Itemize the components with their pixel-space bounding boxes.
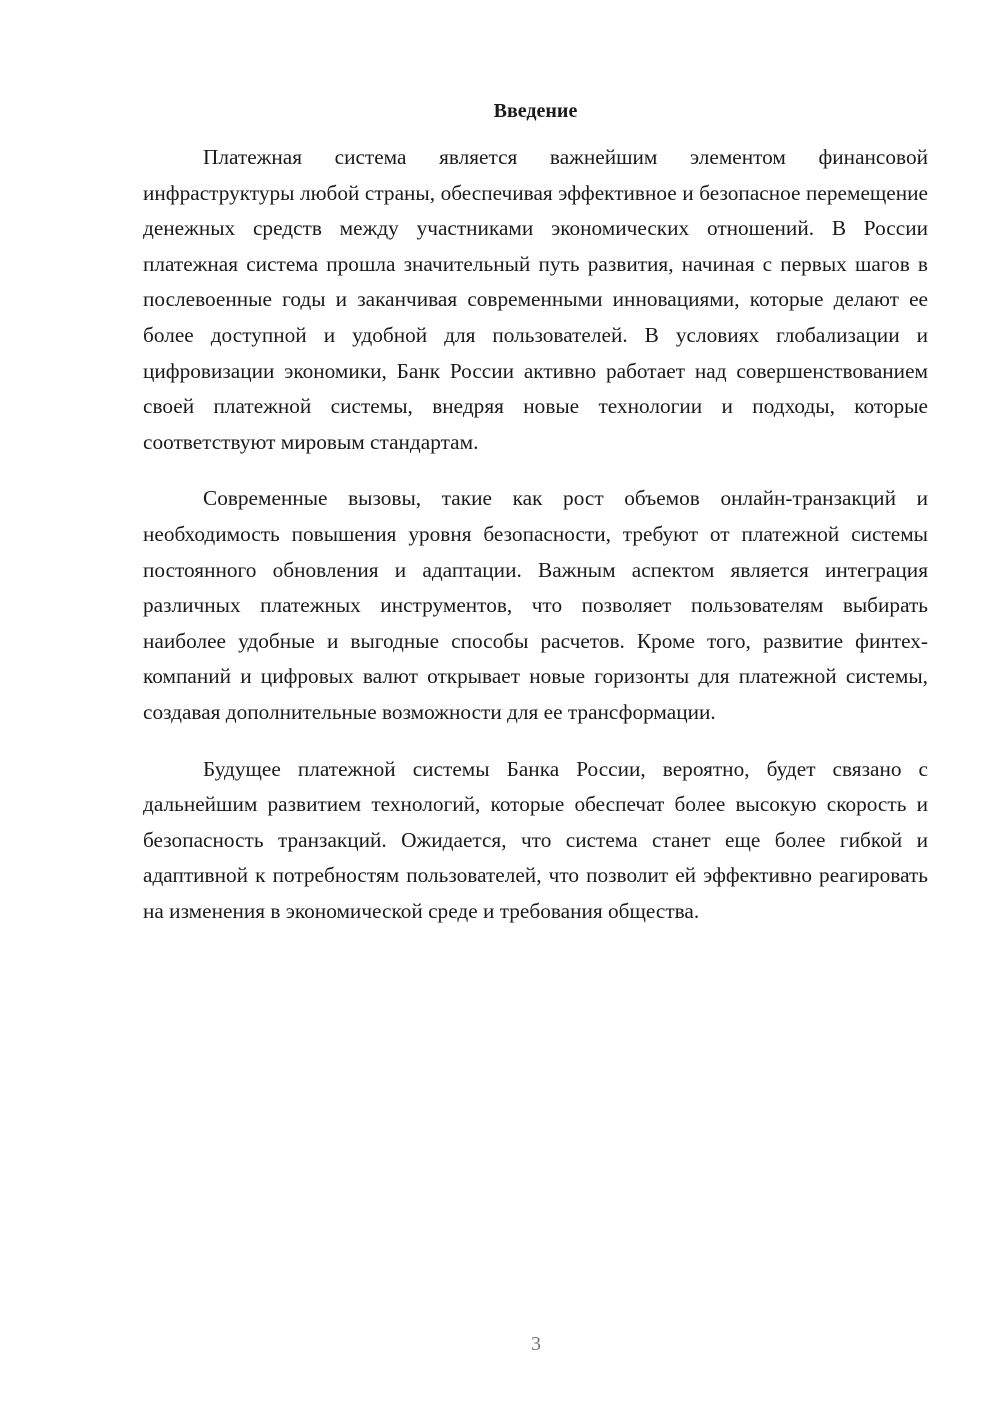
paragraph-2: Современные вызовы, такие как рост объемов онлайн-транзакций и необходимость повышения уровня безопасности, требуют от платежной системы постоянного обновления и адаптации. Важным аспектом является интеграция различных платежных инструментов, что позволяет пользователям выбирать наиболее удобные и выгодные способы расчетов. Кроме того, развитие финтех-компаний и цифровых валют открывает новые горизонты для платежной системы, создавая дополнительные возможности для ее трансформации. [143,486,928,724]
page-number: 3 [531,1333,541,1355]
paragraph-1: Платежная система является важнейшим элементом финансовой инфраструктуры любой страны, обеспечивая эффективное и безопасное перемещение денежных средств между участниками экономических отношений. В России платежная система прошла значительный путь развития, начиная с первых шагов в послевоенные годы и заканчивая современными инновациями, которые делают ее более доступной и удобной для пользователей. В условиях глобализации и цифровизации экономики, Банк России активно работает над совершенствованием своей платежной системы, внедряя новые технологии и подходы, которые соответствуют мировым стандартам. [143,145,928,454]
paragraph-3: Будущее платежной системы Банка России, вероятно, будет связано с дальнейшим развитием технологий, которые обеспечат более высокую скорость и безопасность транзакций. Ожидается, что система станет еще более гибкой и адаптивной к потребностям пользователей, что позволит ей эффективно реагировать на изменения в экономической среде и требования общества. [143,756,928,923]
document-body [143,96,928,929]
section-title: Введение [493,100,578,122]
